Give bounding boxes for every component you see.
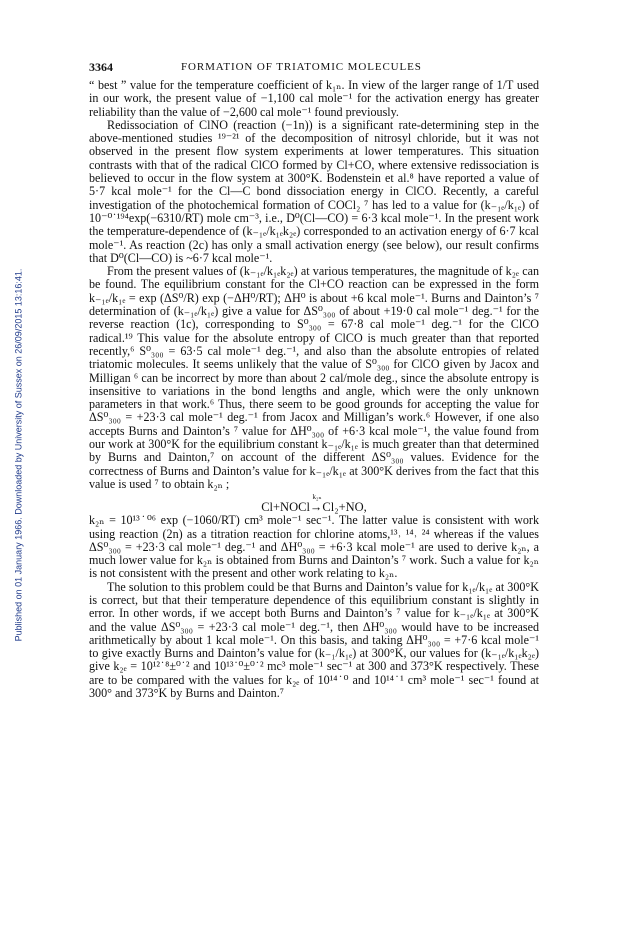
paragraph: From the present values of (k₋₁ₑ/k₁ₑk₂ₑ) at various temperatures, the magnitude of k₂ₑ can be found. The equilibrium constant for the Cl+CO reaction can be expressed in the form k₋₁ₑ/k₁ₑ = exp (ΔS⁰/R) exp (−ΔH⁰/RT); ΔH⁰ is about +6 kcal mole⁻¹. Burns and Dainton’s ⁷ determination of (k₋₁ₑ/k₁ₑ) give a value for ΔS⁰₃₀₀ of about +19·0 cal mole⁻¹ deg.⁻¹ for the reverse reaction (1c), corresponding to S⁰₃₀₀ = 67·8 cal mole⁻¹ deg.⁻¹ for the ClCO radical.¹⁹ This value for the absolute entropy of ClCO is much greater than that reported recently,⁶ S⁰₃₀₀ = 63·5 cal mole⁻¹ deg.⁻¹, and also than the absolute entropies of related triatomic molecules. It seems unlikely that the value of S⁰₃₀₀ for ClCO given by Jacox and Milligan ⁶ can be incorrect by more than about 2 cal/mole deg., since the absolute entropy is insensitive to variations in the bond lengths and angle, which were the only unknown parameters in that work.⁶ Thus, there seem to be good grounds for accepting the value for ΔS⁰₃₀₀ = +23·3 cal mole⁻¹ deg.⁻¹ from Jacox and Milligan’s work.⁶ However, if one also accepts Burns and Dainton’s ⁷ value for ΔH⁰₃₀₀ of +6·3 kcal mole⁻¹, the value found from our work at 300°K for the equilibrium constant k₋₁ₑ/k₁ₑ is much greater than that determined by Burns and Dainton,⁷ on account of the different ΔS⁰₃₀₀ values. Evidence for the correctness of Burns and Dainton’s value for k₋₁ₑ/k₁ₑ at 300°K derives from the fact that this value is used ⁷ to obtain k₂ₙ ; (89, 264, 539, 491)
article-body (89, 79, 539, 700)
equation-rate-label: k₂ₙ (312, 493, 322, 502)
download-notice (10, 150, 26, 760)
paragraph: Redissociation of ClNO (reaction (−1n)) is a significant rate-determining step in the above-mentioned studies ¹⁹⁻²¹ of the decomposition of nitrosyl chloride, but it was not observed in the present flow system experiments at lower temperatures. This situation contrasts with that of the radical ClCO formed by Cl+CO, where extensive redissociation is believed to occur in the flow system at 300°K. Bodenstein et al.⁸ have reported a value of 5·7 kcal mole⁻¹ for the Cl—C bond dissociation energy in ClCO. Recently, a careful investigation of the photochemical formation of COCl₂ ⁷ has led to a value for (k₋₁ₑ/k₁ₑ) of 10⁻⁰˙¹⁹⁴exp(−6310/RT) mole cm⁻³, i.e., D⁰(Cl—CO) = 6·3 kcal mole⁻¹. In the present work the temperature-dependence of (k₋₁ₑ/k₁ₑk₂ₑ) corresponded to an activation energy of 6·7 kcal mole⁻¹. As reaction (2c) has only a small activation energy (see below), our result confirms that D⁰(Cl—CO) is ~6·7 kcal mole⁻¹. (89, 117, 539, 265)
running-title: FORMATION OF TRIATOMIC MOLECULES (181, 61, 422, 73)
equation-reaction: Cl+NOCl→Cl₂+NO, (261, 500, 367, 515)
paragraph: k₂ₙ = 10¹³˙⁰⁶ exp (−1060/RT) cm³ mole⁻¹ sec⁻¹. The latter value is consistent with work using reaction (2n) as a titration reaction for chlorine atoms,¹³˒ ¹⁴˒ ²⁴ whereas if the values ΔS⁰₃₀₀ = +23·3 cal mole⁻¹ deg.⁻¹ and ΔH⁰₃₀₀ = +6·3 kcal mole⁻¹ are used to derive k₂ₙ, a much lower value for k₂ₙ is obtained from Burns and Dainton’s ⁷ work. Such a value for k₂ₙ is not consistent with the present and other work relating to k₂ₙ. (89, 513, 539, 581)
page-number: 3364 (89, 60, 113, 74)
paragraph: The solution to this problem could be that Burns and Dainton’s value for k₁ₑ/k₁ₑ at 300°K is correct, but that their temperature dependence of this equilibrium constant is slightly in error. In other words, if we accept both Burns and Dainton’s ⁷ value for k₋₁ₑ/k₁ₑ at 300°K and the value ΔS⁰₃₀₀ = +23·3 cal mole⁻¹ deg.⁻¹, then ΔH⁰₃₀₀ would have to be increased arithmetically by about 1 kcal mole⁻¹. On this basis, and taking ΔH⁰₃₀₀ = +7·6 kcal mole⁻¹ to give exactly Burns and Dainton’s value for (k₋₁/k₁ₑ) at 300°K, our values for (k₋₁ₑ/k₁ₑk₂ₑ) give k₂ₑ = 10¹²˙⁸±⁰˙² and 10¹³˙⁰±⁰˙² mc³ mole⁻¹ sec⁻¹ at 300 and 373°K respectively. These are to be compared with the values for k₂ₑ of 10¹⁴˙⁰ and 10¹⁴˙¹ cm³ mole⁻¹ sec⁻¹ found at 300° and 373°K by Burns and Dainton.⁷ (89, 579, 539, 701)
reaction-equation (89, 493, 539, 514)
page-header (89, 60, 539, 80)
download-notice-text: Published on 01 January 1966. Downloaded by University of Sussex on 26/09/2015 13:16:41. (13, 268, 24, 642)
paragraph: “ best ” value for the temperature coefficient of k₁ₙ. In view of the larger range of 1/T used in our work, the present value of −1,100 cal mole⁻¹ for the activation energy has greater reliability than the value of −2,600 cal mole⁻¹ found previously. (89, 78, 539, 119)
